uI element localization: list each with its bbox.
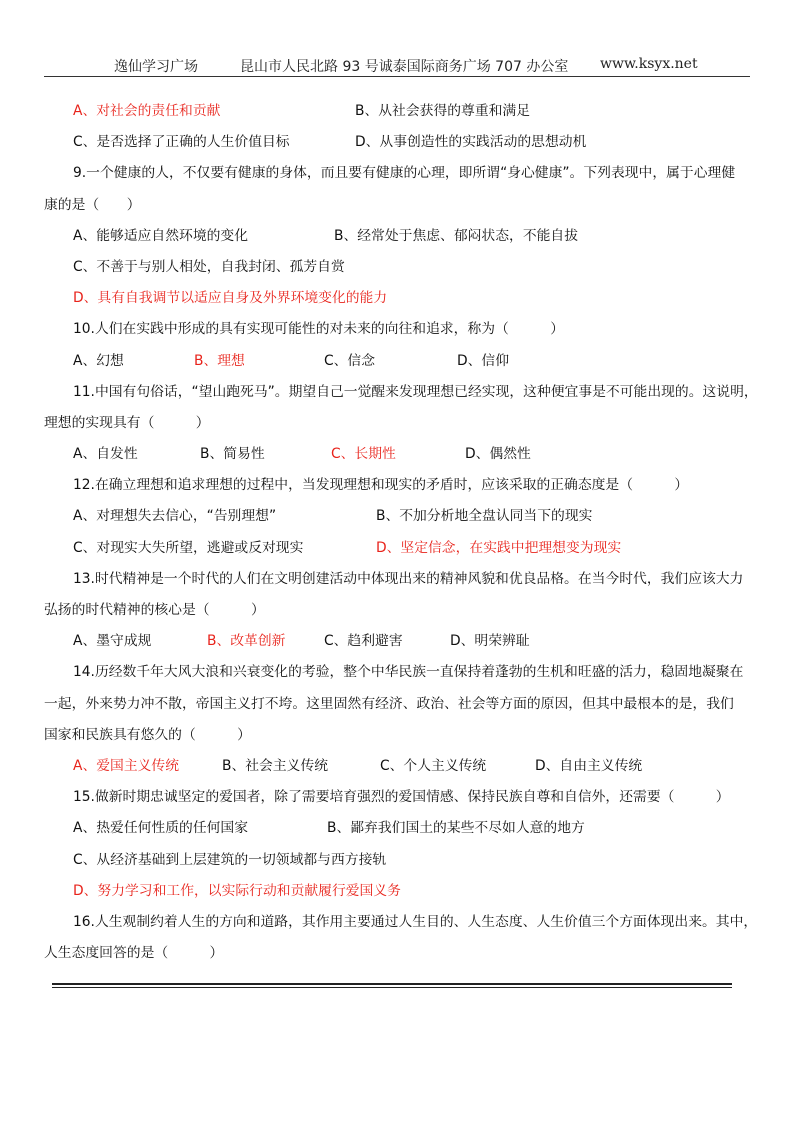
q13-stem-line1: 13.时代精神是一个时代的人们在文明创建活动中体现出来的精神风貌和优良品格。在当今时代，我们应该大力: [73, 570, 744, 587]
q15-option-d-answer: D、努力学习和工作，以实际行动和贡献履行爱国义务: [73, 882, 401, 899]
footer-divider-thick: [52, 983, 732, 985]
q11-option-b: B、简易性: [200, 446, 265, 463]
header-divider: [44, 76, 750, 77]
q13-stem-line2: 弘扬的时代精神的核心是（ ）: [44, 602, 265, 618]
q10-option-a: A、幻想: [73, 352, 124, 369]
q14-option-a-answer: A、爱国主义传统: [73, 757, 180, 774]
q15-option-b: B、鄙弃我们国土的某些不尽如人意的地方: [327, 820, 585, 837]
q8-option-c: C、是否选择了正确的人生价值目标: [73, 134, 290, 151]
q9-option-a: A、能够适应自然环境的变化: [73, 227, 248, 244]
q9-options-row1: [44, 221, 750, 252]
q8-option-b: B、从社会获得的尊重和满足: [355, 103, 531, 119]
q15-option-c: C、从经济基础到上层建筑的一切领域都与西方接轨: [73, 851, 387, 868]
q11-option-d: D、偶然性: [465, 446, 531, 463]
q8-options-row2: [44, 127, 750, 158]
q12-options-row2: [44, 533, 750, 564]
q12-option-d-answer: D、坚定信念，在实践中把理想变为现实: [376, 539, 622, 556]
q9-stem-line1: 9.一个健康的人，不仅要有健康的身体，而且要有健康的心理，即所谓“身心健康”。下列表现中，属于心理健: [73, 165, 736, 182]
q14-option-c: C、个人主义传统: [380, 757, 487, 774]
q11-stem-line2: 理想的实现具有（ ）: [44, 414, 210, 431]
q13-option-b-answer: B、改革创新: [207, 633, 286, 650]
q16-stem-line2: 人生态度回答的是（ ）: [44, 945, 224, 962]
q14-options: [44, 751, 750, 782]
q8-option-d: D、从事创造性的实践活动的思想动机: [355, 134, 587, 151]
page-header: [44, 56, 750, 76]
q9-option-c: C、不善于与别人相处，自我封闭、孤芳自赏: [73, 258, 345, 275]
q14-stem-line3: 国家和民族具有悠久的（ ）: [44, 726, 251, 743]
q10-options: [44, 346, 750, 377]
q15-options-row1: [44, 813, 750, 844]
q11-options: [44, 439, 750, 470]
q12-option-c: C、对现实大失所望，逃避或反对现实: [73, 539, 304, 556]
q12-option-b: B、不加分析地全盘认同当下的现实: [376, 508, 593, 525]
question-content: [44, 96, 758, 969]
q12-options-row1: [44, 501, 750, 532]
q13-options: [44, 626, 750, 657]
q14-stem-line2: 一起，外来势力冲不散，帝国主义打不垮。这里固然有经济、政治、社会等方面的原因，但其中最根本的是，我们: [44, 695, 734, 712]
q14-option-d: D、自由主义传统: [535, 757, 643, 774]
q12-option-a: A、对理想失去信心，“告别理想”: [73, 508, 277, 525]
q8-options-row1: [44, 96, 750, 127]
header-address: 昆山市人民北路 93 号诚泰国际商务广场 707 办公室: [240, 59, 569, 75]
q8-option-a-answer: A、对社会的责任和贡献: [73, 103, 221, 119]
q10-stem: 10.人们在实践中形成的具有实现可能性的对未来的向往和追求，称为（ ）: [73, 321, 565, 338]
q14-stem-line1: 14.历经数千年大风大浪和兴衰变化的考验，整个中华民族一直保持着蓬勃的生机和旺盛的活力，稳固地凝聚在: [73, 664, 744, 681]
q13-option-a: A、墨守成规: [73, 633, 152, 650]
q10-option-d: D、信仰: [457, 352, 510, 369]
footer-divider-thin: [52, 987, 732, 988]
header-url[interactable]: www.ksyx.net: [600, 56, 698, 72]
q9-option-b: B、经常处于焦虑、郁闷状态，不能自拔: [334, 227, 579, 244]
q12-stem: 12.在确立理想和追求理想的过程中，当发现理想和现实的矛盾时，应该采取的正确态度是（ ）: [73, 477, 689, 494]
q15-option-a: A、热爱任何性质的任何国家: [73, 820, 248, 837]
q13-option-d: D、明荣辨耻: [450, 633, 530, 650]
q16-stem-line1: 16.人生观制约着人生的方向和道路，其作用主要通过人生目的、人生态度、人生价值三个方面体现出来。其中，: [73, 913, 758, 930]
q10-option-b-answer: B、理想: [194, 352, 245, 369]
q9-stem-line2: 康的是（ ）: [44, 196, 141, 213]
q15-stem: 15.做新时期忠诚坚定的爱国者，除了需要培育强烈的爱国情感、保持民族自尊和自信外，还需要（ ）: [73, 789, 730, 806]
q9-option-d-answer: D、具有自我调节以适应自身及外界环境变化的能力: [73, 290, 388, 307]
q11-option-c-answer: C、长期性: [331, 446, 396, 463]
q11-stem-line1: 11.中国有句俗话，“望山跑死马”。期望自己一觉醒来发现理想已经实现，这种便宜事是不可能出现的。这说明，: [73, 383, 758, 400]
q14-option-b: B、社会主义传统: [222, 757, 329, 774]
q10-option-c: C、信念: [324, 352, 376, 369]
q13-option-c: C、趋利避害: [324, 633, 403, 650]
header-site-name: 逸仙学习广场: [114, 59, 198, 75]
q11-option-a: A、自发性: [73, 446, 138, 463]
